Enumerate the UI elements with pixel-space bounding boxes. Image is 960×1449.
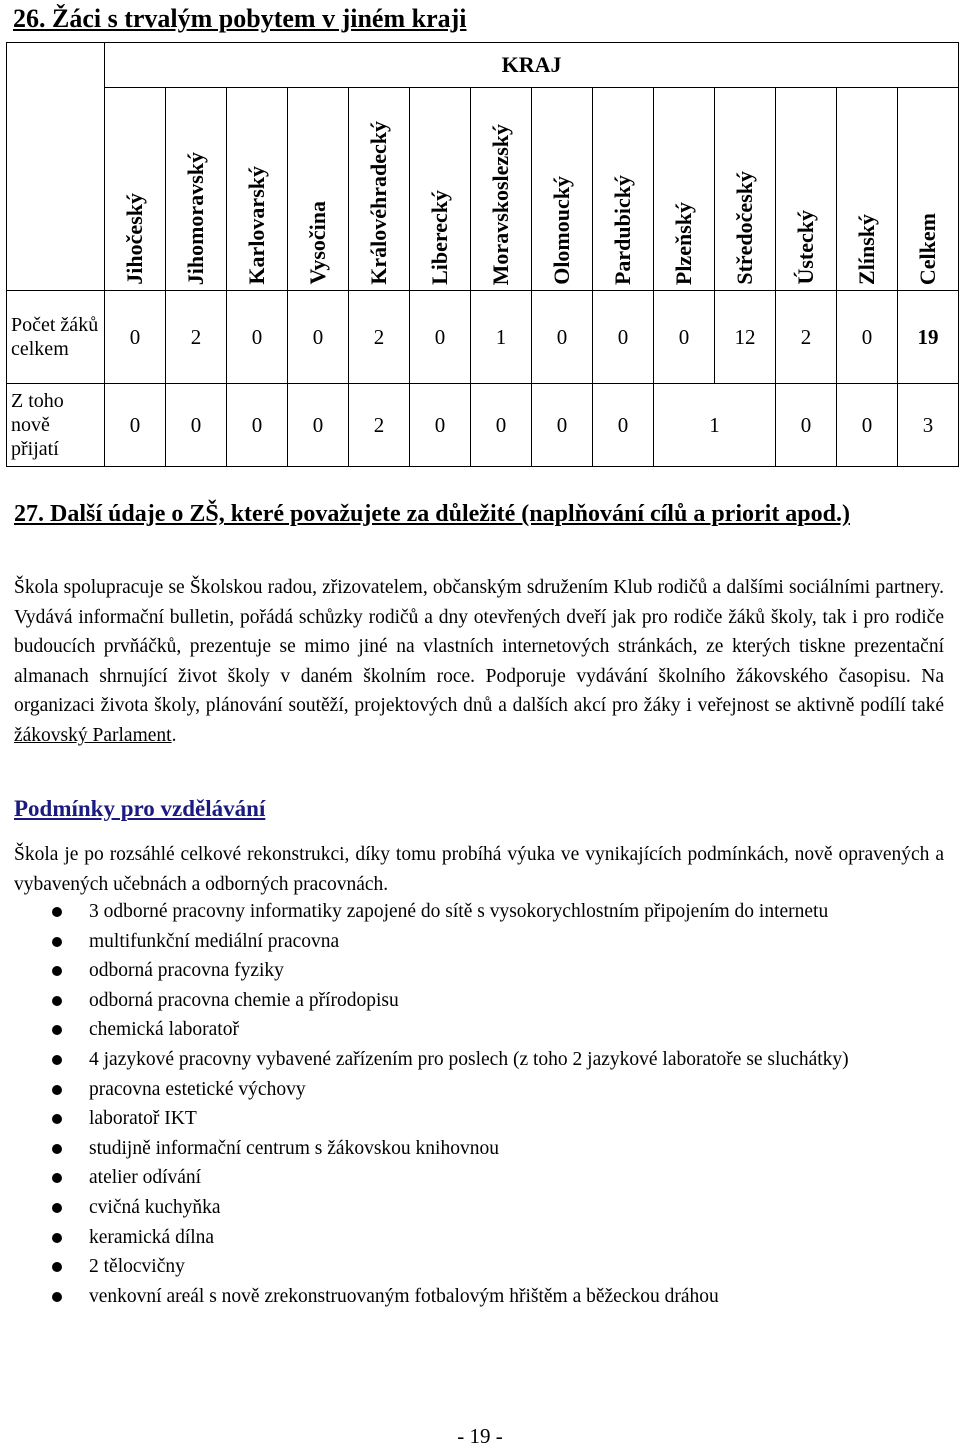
region-header-cell — [654, 88, 715, 291]
region-header-cell — [349, 88, 410, 291]
regions-table — [6, 42, 959, 467]
list-item-text: studijně informační centrum s žákovskou knihovnou — [89, 1137, 499, 1159]
region-header-cell — [715, 88, 776, 291]
cooperation-text: Škola spolupracuje se Školskou radou, zřizovatelem, občanským sdružením Klub rodičů a dalšími sociálními partnery. Vydává informační bulletin, pořádá schůzky rodičů a dny otevřených dveří jak pro rodiče žáků školy, tak i pro rodiče budoucích prvňáčků, prezentuje se mimo jiné na vlastních internetových stránkách, ze kterých tiskne prezentační almanach shrnující život školy v daném školním roce. Podporuje vydávání školního žákovského časopisu. Na organizaci života školy, plánování soutěží, projektových dnů a dalších akcí pro žáky i veřejnost se aktivně podílí také — [14, 577, 944, 717]
region-header-cell — [288, 88, 349, 291]
region-name: Karlovarský — [244, 166, 269, 285]
list-item-text: 3 odborné pracovny informatiky zapojené do sítě s vysokorychlostním připojením do internetu — [89, 901, 829, 922]
region-header-cell — [532, 88, 593, 291]
region-name: Pardubický — [610, 174, 635, 285]
bullet-icon — [52, 1055, 62, 1065]
list-item — [14, 927, 944, 957]
region-header-cell — [105, 88, 166, 291]
table-cell: 0 — [593, 291, 654, 384]
list-item-text: venkovní areál s nově zrekonstruovaným fotbalovým hřištěm a běžeckou dráhou — [89, 1285, 719, 1307]
list-item — [14, 1015, 944, 1045]
list-item-text: 4 jazykové pracovny vybavené zařízením pro poslech (z toho 2 jazykové laboratoře se sluchátky) — [89, 1048, 849, 1070]
bullet-icon — [52, 907, 62, 917]
table-cell: 0 — [654, 291, 715, 384]
region-name: Olomoucký — [549, 176, 574, 285]
table-cell: 12 — [715, 291, 776, 384]
page-number: - 19 - — [457, 1424, 503, 1448]
region-header-cell — [227, 88, 288, 291]
region-header-cell — [166, 88, 227, 291]
table-cell: 0 — [593, 384, 654, 467]
table-cell: 0 — [532, 384, 593, 467]
list-item — [14, 1163, 944, 1193]
list-item — [14, 1252, 944, 1282]
table-cell: 0 — [837, 291, 898, 384]
list-item — [14, 1045, 944, 1075]
table-cell: 0 — [471, 384, 532, 467]
list-item — [14, 986, 944, 1016]
region-name: Jihomoravský — [183, 151, 208, 285]
list-item-text: keramická dílna — [89, 1226, 215, 1248]
table-cell: 0 — [410, 384, 471, 467]
bullet-icon — [52, 1025, 62, 1035]
cooperation-paragraph — [14, 573, 944, 751]
region-header-cell — [898, 88, 959, 291]
region-name: Jihočeský — [122, 193, 147, 285]
table-cell: 0 — [166, 384, 227, 467]
table-cell: 2 — [349, 291, 410, 384]
region-header-cell — [837, 88, 898, 291]
region-name: Zlínský — [854, 214, 879, 285]
section-26-title: 26. Žáci s trvalým pobytem v jiném kraji — [13, 4, 467, 33]
list-item-text: cvičná kuchyňka — [89, 1196, 221, 1218]
bullet-icon — [52, 1144, 62, 1154]
conditions-intro: Škola je po rozsáhlé celkové rekonstrukci, díky tomu probíhá výuka ve vynikajících podmínkách, nově opravených a vybavených učebnách a odborných pracovnách. — [14, 844, 944, 895]
bullet-icon — [52, 1262, 62, 1272]
region-name: Plzeňský — [671, 201, 696, 285]
list-item — [14, 1075, 944, 1105]
table-corner — [7, 43, 105, 291]
list-item-text: multifunkční mediální pracovna — [89, 930, 340, 952]
bullet-icon — [52, 1173, 62, 1183]
table-cell: 3 — [898, 384, 959, 467]
list-item-text: atelier odívání — [89, 1167, 202, 1189]
list-item — [14, 1282, 944, 1312]
list-item-text: chemická laboratoř — [89, 1019, 239, 1041]
table-cell: 2 — [349, 384, 410, 467]
bullet-icon — [52, 1292, 62, 1302]
region-name: Ústecký — [793, 210, 818, 285]
list-item-text: odborná pracovna fyziky — [89, 960, 284, 982]
row-label-new: Z toho nově přijatí — [7, 384, 105, 467]
table-cell: 0 — [288, 384, 349, 467]
table-cell: 0 — [837, 384, 898, 467]
table-cell: 19 — [898, 291, 959, 384]
region-name: Středočeský — [732, 171, 757, 285]
section-27-title: 27. Další údaje o ZŠ, které považujete za důležité (naplňování cílů a priorit apod.) — [14, 501, 850, 527]
paragraph-end: . — [171, 724, 177, 746]
list-item-text: 2 tělocvičny — [89, 1256, 185, 1278]
list-item-text: laboratoř IKT — [89, 1108, 197, 1130]
region-header-cell — [471, 88, 532, 291]
bullet-icon — [52, 1203, 62, 1213]
table-cell: 2 — [776, 291, 837, 384]
bullet-icon — [52, 966, 62, 976]
list-item — [14, 956, 944, 986]
table-cell: 0 — [227, 384, 288, 467]
region-header-cell — [410, 88, 471, 291]
region-header-cell — [593, 88, 654, 291]
table-cell: 0 — [105, 384, 166, 467]
facilities-list — [14, 897, 944, 1311]
table-cell: 2 — [166, 291, 227, 384]
table-cell: 0 — [776, 384, 837, 467]
list-item-text: odborná pracovna chemie a přírodopisu — [89, 989, 399, 1011]
table-cell: 1 — [471, 291, 532, 384]
kraj-header: KRAJ — [105, 43, 959, 88]
region-name: Moravskoslezský — [488, 123, 513, 285]
list-item — [14, 1134, 944, 1164]
conditions-title: Podmínky pro vzdělávání — [14, 796, 266, 821]
table-cell: 0 — [532, 291, 593, 384]
table-cell: 0 — [288, 291, 349, 384]
bullet-icon — [52, 937, 62, 947]
table-cell: 0 — [410, 291, 471, 384]
region-name: Liberecký — [427, 190, 452, 285]
list-item — [14, 1104, 944, 1134]
region-name: Královéhradecký — [366, 121, 391, 285]
region-header-cell — [776, 88, 837, 291]
table-cell: 0 — [105, 291, 166, 384]
table-cell: 1 — [654, 384, 776, 467]
bullet-icon — [52, 1085, 62, 1095]
table-row — [7, 291, 959, 384]
row-label-total: Počet žáků celkem — [7, 291, 105, 384]
list-item — [14, 1193, 944, 1223]
bullet-icon — [52, 996, 62, 1006]
list-item — [14, 897, 944, 927]
region-header-row — [7, 88, 959, 291]
bullet-icon — [52, 1114, 62, 1124]
list-item — [14, 1223, 944, 1253]
bullet-icon — [52, 1233, 62, 1243]
table-row — [7, 384, 959, 467]
table-cell: 0 — [227, 291, 288, 384]
parlament-link-text: žákovský Parlament — [14, 724, 172, 746]
region-name: Vysočina — [305, 201, 330, 285]
region-name: Celkem — [915, 212, 941, 285]
list-item-text: pracovna estetické výchovy — [89, 1078, 306, 1100]
